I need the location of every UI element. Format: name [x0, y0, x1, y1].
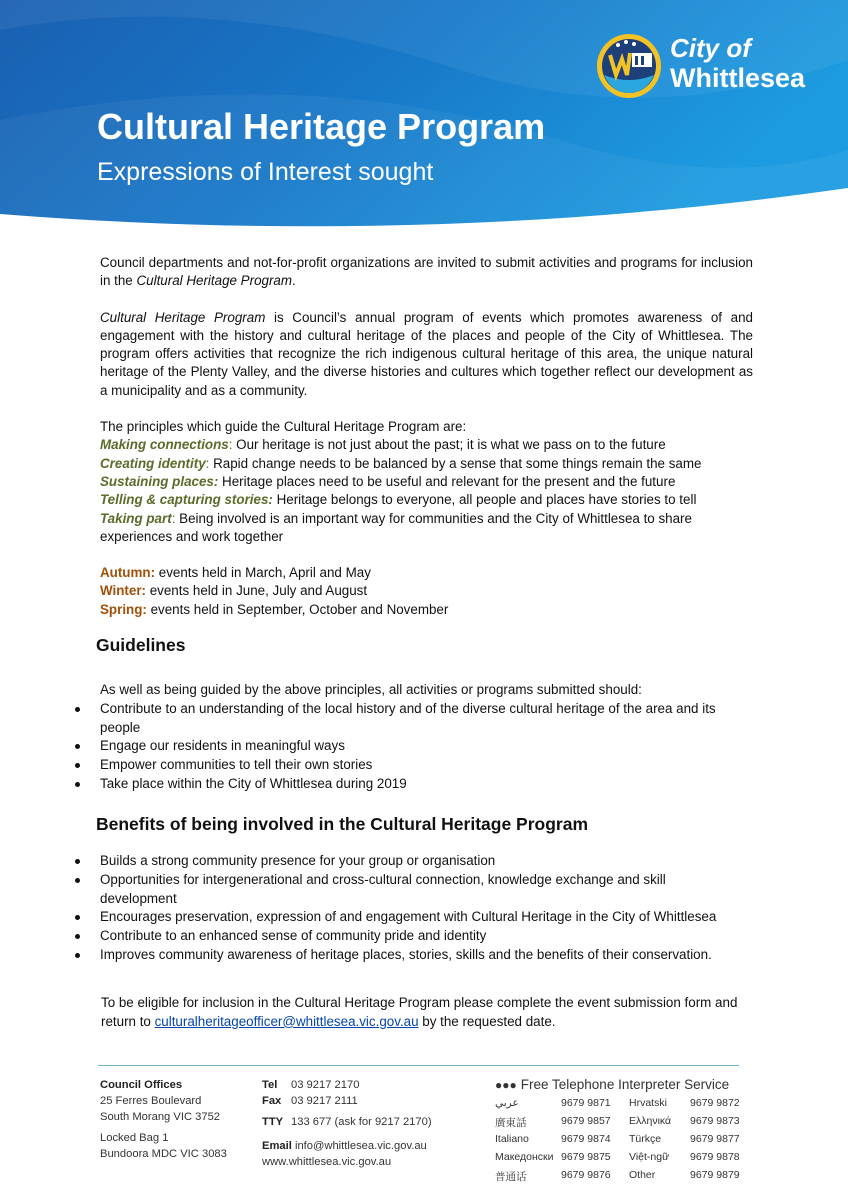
- bullet-icon: [75, 707, 80, 712]
- closing-paragraph: [101, 994, 741, 1032]
- list-item-text: Take place within the City of Whittlesea during 2019: [100, 775, 407, 791]
- benefits-list: [100, 852, 753, 965]
- principle-sep: :: [205, 455, 210, 471]
- language-name: Other: [629, 1169, 656, 1181]
- footer-divider: [98, 1065, 739, 1066]
- language-name: Türkçe: [629, 1133, 662, 1145]
- closing-text: To be eligible for inclusion in the Cultural Heritage Program please complete the event submission form and return to: [101, 995, 738, 1029]
- intro-paragraph-2: [100, 309, 753, 400]
- language-row: [495, 1151, 745, 1169]
- fax-row: [262, 1093, 432, 1109]
- guidelines-heading: Guidelines: [96, 635, 186, 655]
- council-offices: [100, 1077, 227, 1162]
- bullet-icon: [75, 878, 80, 883]
- season-name: Autumn:: [100, 565, 156, 581]
- email-label: Email: [262, 1140, 292, 1152]
- guidelines-list: [100, 700, 753, 794]
- intro-description: is Council’s annual program of events which promotes awareness of and engagement with the history and cultural heritage of the places and people of the City of Whittlesea. The program offers activities that recognize the rich indigenous cultural heritage of this area, the unique natural heritage of the Plenty Valley, and the diverse histories and cultures which together reflect our development as a municipality and as a community.: [100, 309, 753, 398]
- language-name: 廣東話: [495, 1117, 527, 1129]
- website-link[interactable]: www.whittlesea.vic.gov.au: [262, 1156, 392, 1168]
- principle-sep: :: [228, 437, 233, 453]
- list-item: [100, 737, 753, 756]
- list-item: [100, 700, 753, 738]
- season-item: [100, 564, 753, 582]
- language-phone: 9679 9872: [690, 1097, 740, 1109]
- principle-term: Sustaining places:: [100, 473, 219, 489]
- language-phone: 9679 9857: [561, 1115, 611, 1127]
- postal-line: Locked Bag 1: [100, 1132, 169, 1144]
- fax-label: Fax: [262, 1095, 282, 1107]
- language-phone: 9679 9879: [690, 1169, 740, 1181]
- bullet-icon: [75, 953, 80, 958]
- language-phone: 9679 9876: [561, 1169, 611, 1181]
- intro-text: Council departments and not-for-profit organizations are invited to submit activities and programs for inclusion in the: [100, 255, 753, 289]
- principles-heading: The principles which guide the Cultural Heritage Program are:: [100, 419, 467, 435]
- bullet-icon: [75, 915, 80, 920]
- language-name: عربي: [495, 1097, 519, 1109]
- language-phone: 9679 9873: [690, 1115, 740, 1127]
- list-item: [100, 871, 753, 909]
- program-name-em: Cultural Heritage Program: [136, 273, 293, 289]
- principle-term: Taking part: [100, 510, 172, 526]
- season-name: Winter:: [100, 583, 146, 599]
- list-item: [100, 852, 753, 871]
- language-name: Italiano: [495, 1133, 529, 1145]
- season-text: events held in June, July and August: [146, 583, 368, 599]
- language-name: Việt-ngữ: [629, 1151, 670, 1163]
- intro-text-end: .: [292, 273, 296, 289]
- principle-item: [100, 455, 753, 473]
- language-phone: 9679 9875: [561, 1151, 611, 1163]
- language-phone: 9679 9874: [561, 1133, 611, 1145]
- principle-item: [100, 510, 753, 547]
- guidelines-intro: As well as being guided by the above principles, all activities or programs submitted should:: [100, 682, 642, 697]
- address-line: 25 Ferres Boulevard: [100, 1095, 202, 1107]
- logo-emblem-icon: [596, 31, 662, 101]
- email-value[interactable]: info@whittlesea.vic.gov.au: [294, 1140, 427, 1152]
- tty-row: [262, 1114, 432, 1130]
- list-item: [100, 775, 753, 794]
- language-row: [495, 1169, 745, 1187]
- page-title: Cultural Heritage Program: [97, 106, 546, 147]
- program-name-em: Cultural Heritage Program: [100, 309, 266, 325]
- language-name: 普通话: [495, 1171, 527, 1183]
- language-row: [495, 1115, 745, 1133]
- principles-list: [100, 418, 753, 546]
- interpreter-title: Free Telephone Interpreter Service: [520, 1077, 730, 1092]
- email-row: [262, 1138, 432, 1154]
- list-item-text: Improves community awareness of heritage places, stories, skills and the benefits of their conservation.: [100, 946, 712, 962]
- language-phone: 9679 9871: [561, 1097, 611, 1109]
- language-name: Hrvatski: [629, 1097, 667, 1109]
- closing-text-end: by the requested date.: [418, 1013, 556, 1029]
- interpreter-people-icon: ●●●: [495, 1078, 517, 1092]
- language-name: Македонски: [495, 1151, 554, 1163]
- interpreter-languages: [495, 1097, 745, 1187]
- tty-value: 133 677 (ask for 9217 2170): [291, 1116, 432, 1128]
- logo-line-1: City of: [670, 33, 751, 63]
- submission-email-link[interactable]: culturalheritageofficer@whittlesea.vic.gov.au: [154, 1013, 419, 1029]
- list-item-text: Builds a strong community presence for your group or organisation: [100, 853, 496, 868]
- tel-label: Tel: [262, 1079, 278, 1091]
- page-subtitle: Expressions of Interest sought: [97, 158, 434, 186]
- tel-row: [262, 1077, 432, 1093]
- contact-details: [262, 1077, 432, 1170]
- list-item-text: Empower communities to tell their own stories: [100, 757, 373, 773]
- intro-section: [100, 254, 753, 619]
- principle-text: Heritage belongs to everyone, all people and places have stories to tell: [272, 492, 697, 508]
- list-item-text: Opportunities for intergenerational and cross-cultural connection, knowledge exchange and skill development: [100, 871, 666, 906]
- bullet-icon: [75, 763, 80, 768]
- offices-title: Council Offices: [100, 1079, 183, 1091]
- header-banner: [0, 0, 848, 232]
- list-item: [100, 946, 753, 965]
- principle-term: Telling & capturing stories:: [100, 492, 273, 508]
- principle-sep: :: [171, 510, 176, 526]
- postal-line: Bundoora MDC VIC 3083: [100, 1148, 227, 1160]
- principle-item: [100, 436, 753, 454]
- logo-wordmark: [670, 33, 805, 93]
- tel-value: 03 9217 2170: [291, 1079, 360, 1091]
- list-item: [100, 927, 753, 946]
- principle-text: Rapid change needs to be balanced by a sense that some things remain the same: [209, 455, 702, 471]
- list-item-text: Contribute to an enhanced sense of community pride and identity: [100, 928, 487, 944]
- principle-term: Creating identity: [100, 455, 206, 471]
- logo-line-2: Whittlesea: [670, 63, 806, 93]
- seasons-list: [100, 564, 753, 619]
- season-text: events held in September, October and November: [146, 601, 449, 617]
- principle-text: Our heritage is not just about the past; it is what we pass on to the future: [232, 437, 666, 453]
- language-row: [495, 1133, 745, 1151]
- list-item: [100, 756, 753, 775]
- tty-label: TTY: [262, 1116, 284, 1128]
- season-name: Spring:: [100, 601, 147, 617]
- interpreter-heading: [495, 1077, 729, 1092]
- fax-value: 03 9217 2111: [291, 1095, 358, 1107]
- benefits-heading: Benefits of being involved in the Cultural Heritage Program: [96, 814, 589, 834]
- list-item-text: Contribute to an understanding of the local history and of the diverse cultural heritage of the area and its people: [100, 700, 716, 735]
- season-item: [100, 582, 753, 600]
- language-phone: 9679 9878: [690, 1151, 740, 1163]
- benefits-section: [100, 852, 753, 965]
- bullet-icon: [75, 782, 80, 787]
- address-line: South Morang VIC 3752: [100, 1111, 221, 1123]
- city-logo: [596, 31, 816, 111]
- principle-term: Making connections: [100, 437, 229, 453]
- principle-item: [100, 491, 753, 509]
- season-item: [100, 601, 753, 619]
- list-item-text: Engage our residents in meaningful ways: [100, 738, 345, 754]
- intro-paragraph-1: [100, 254, 753, 291]
- list-item: [100, 908, 753, 927]
- language-name: Ελληνικά: [629, 1115, 672, 1127]
- language-phone: 9679 9877: [690, 1133, 740, 1145]
- bullet-icon: [75, 934, 80, 939]
- guidelines-section: [100, 681, 753, 794]
- language-row: [495, 1097, 745, 1115]
- list-item-text: Encourages preservation, expression of and engagement with Cultural Heritage in the City of Whittlesea: [100, 909, 717, 925]
- season-text: events held in March, April and May: [155, 565, 371, 581]
- principle-text: Heritage places need to be useful and relevant for the present and the future: [218, 473, 676, 489]
- principle-text: Being involved is an important way for communities and the City of Whittlesea to share experiences and work together: [100, 510, 692, 544]
- principle-item: [100, 473, 753, 491]
- bullet-icon: [75, 859, 80, 864]
- bullet-icon: [75, 744, 80, 749]
